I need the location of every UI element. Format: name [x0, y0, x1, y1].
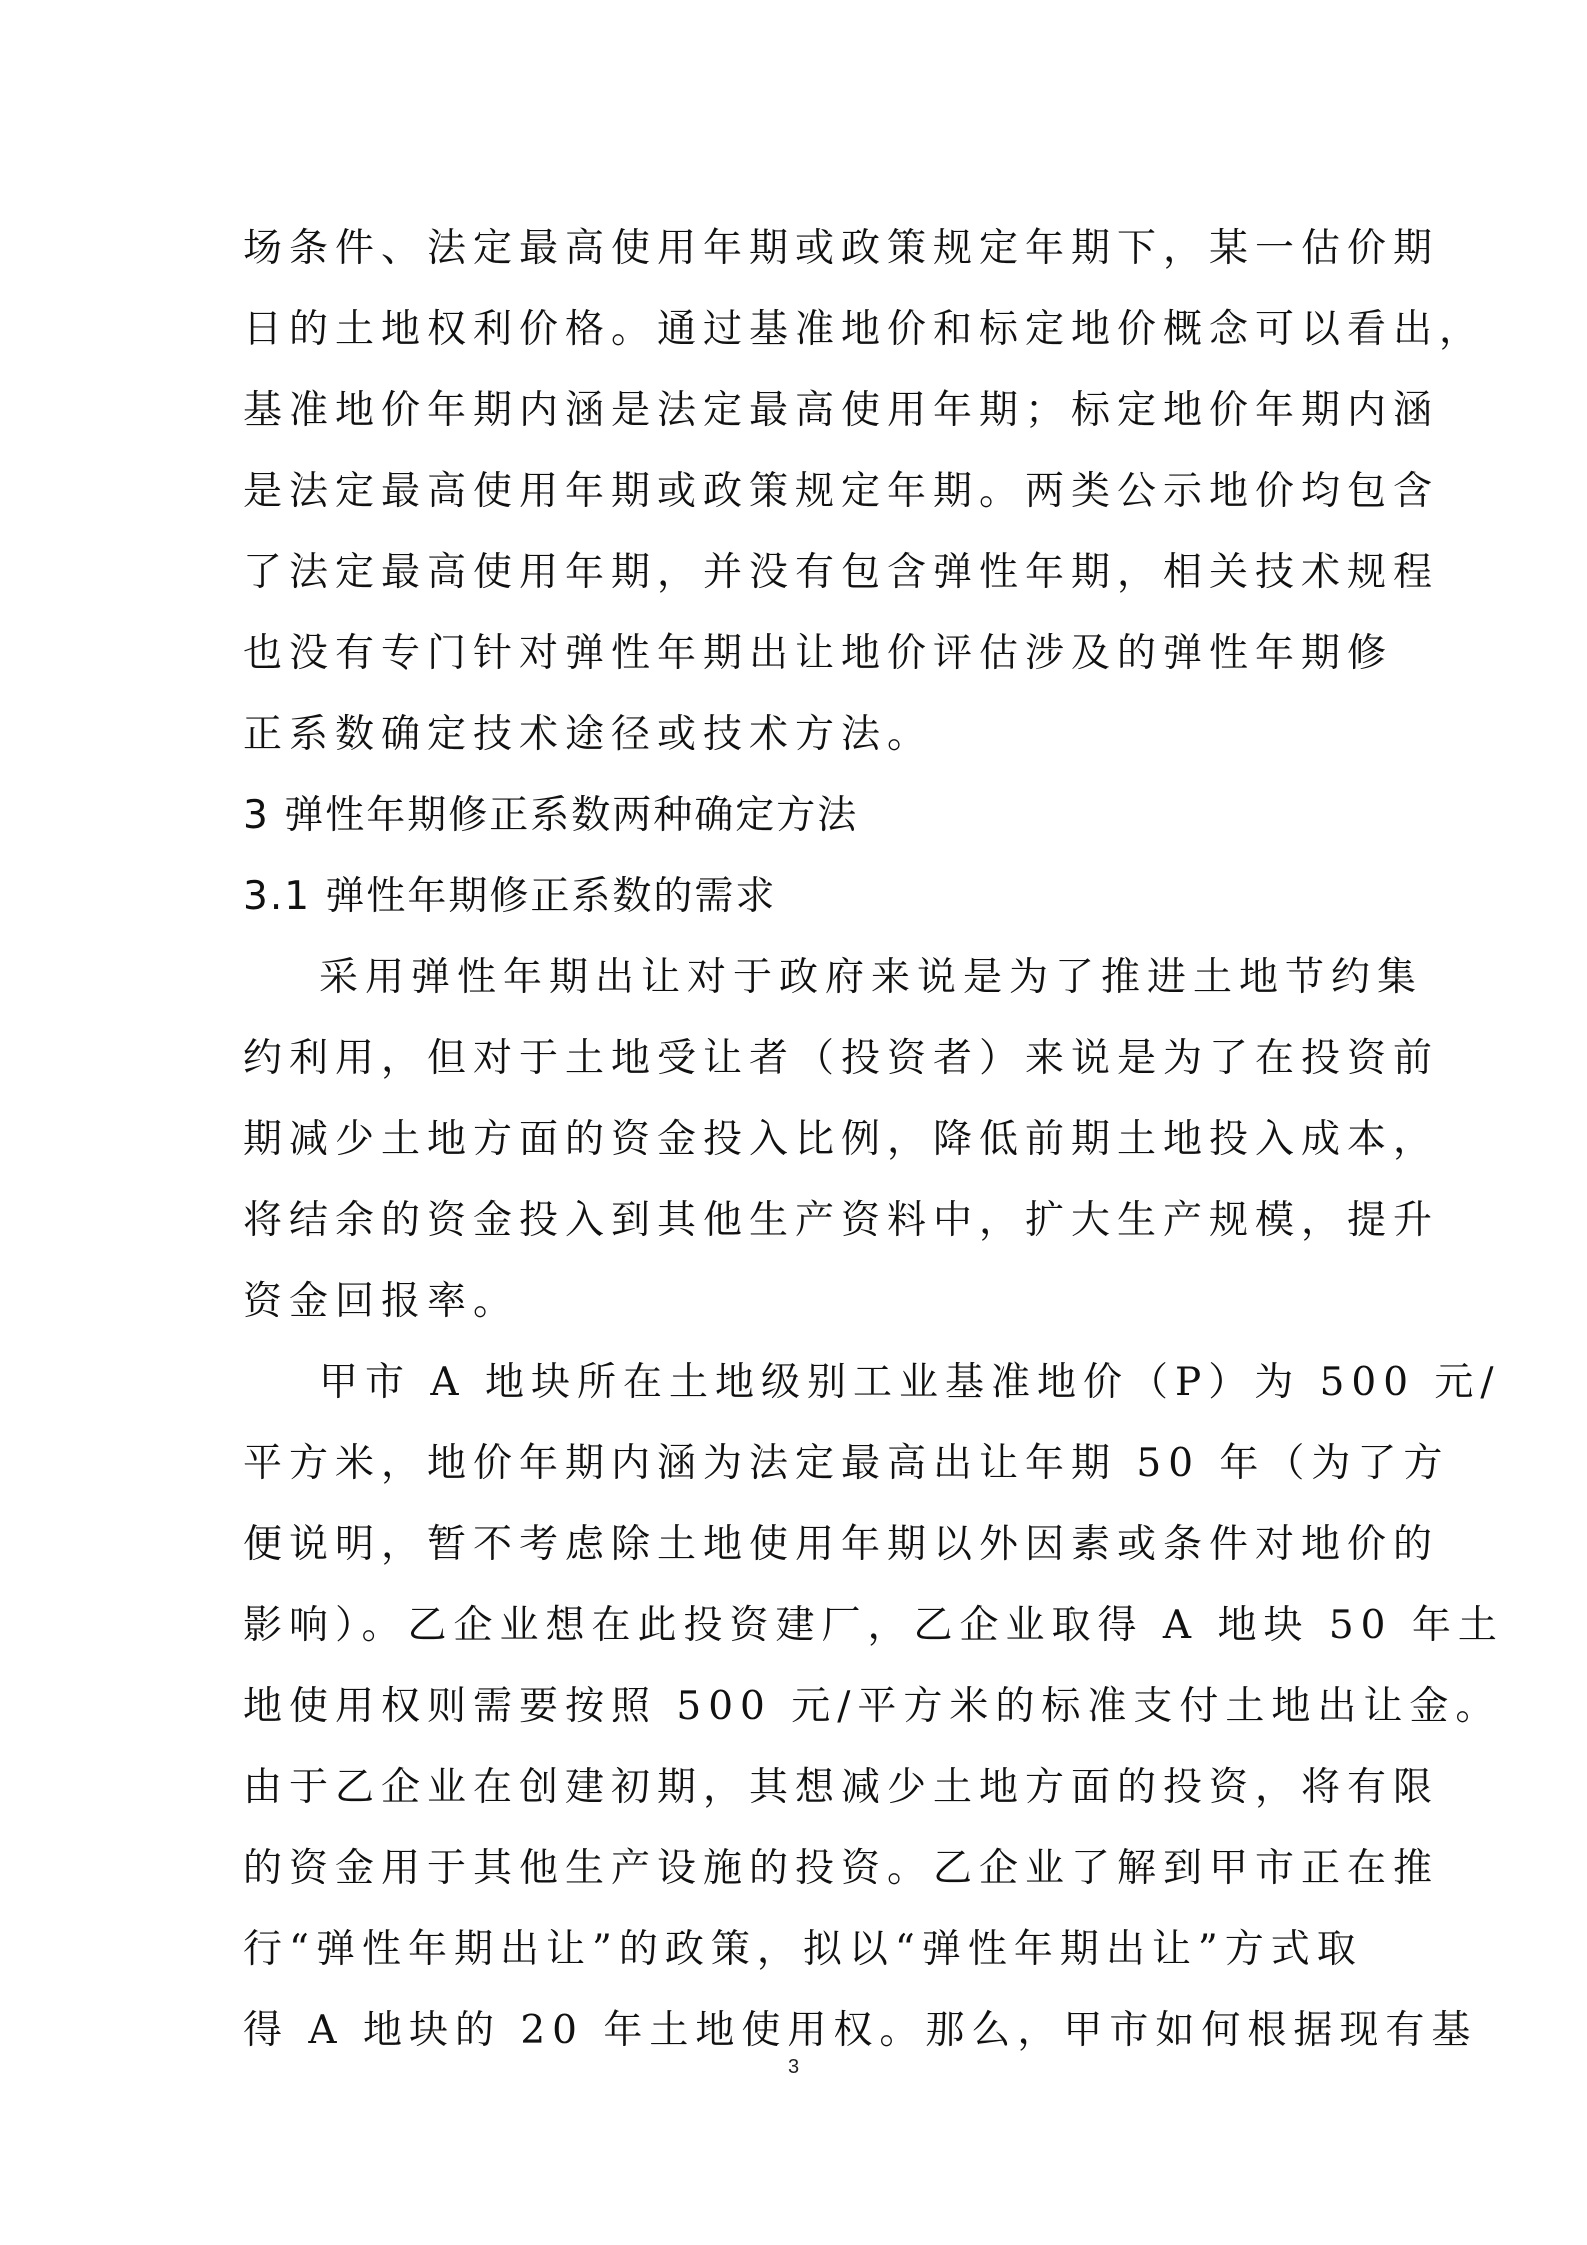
text-line: 期减少土地方面的资金投入比例，降低前期土地投入成本， — [243, 1117, 1440, 1162]
text-line: 平方米，地价年期内涵为法定最高出让年期 50 年（为了方 — [243, 1441, 1450, 1486]
paragraph-2 — [243, 937, 1440, 1342]
text-line: 地使用权则需要按照 500 元/平方米的标准支付土地出让金。 — [243, 1684, 1502, 1729]
subsection-heading: 3.1 弹性年期修正系数的需求 — [243, 874, 777, 919]
text-line: 日的土地权利价格。通过基准地价和标定地价概念可以看出， — [243, 307, 1486, 352]
text-line: 甲市 A 地块所在土地级别工业基准地价（P）为 500 元/ — [319, 1360, 1501, 1405]
text-line: 也没有专门针对弹性年期出让地价评估涉及的弹性年期修 — [243, 631, 1394, 676]
text-line: 得 A 地块的 20 年土地使用权。那么，甲市如何根据现有基 — [243, 2008, 1478, 2053]
text-line: 影响）。乙企业想在此投资建厂，乙企业取得 A 地块 50 年土 — [243, 1603, 1504, 1648]
text-line: 便说明，暂不考虑除土地使用年期以外因素或条件对地价的 — [243, 1522, 1440, 1567]
text-line: 了法定最高使用年期，并没有包含弹性年期，相关技术规程 — [243, 550, 1440, 595]
section-heading: 3 弹性年期修正系数两种确定方法 — [243, 793, 859, 838]
text-line: 将结余的资金投入到其他生产资料中，扩大生产规模，提升 — [243, 1198, 1440, 1243]
text-line: 资金回报率。 — [243, 1279, 520, 1324]
text-line: 约利用，但对于土地受让者（投资者）来说是为了在投资前 — [243, 1036, 1440, 1081]
text-line: 基准地价年期内涵是法定最高使用年期；标定地价年期内涵 — [243, 388, 1440, 433]
text-line: 行“弹性年期出让”的政策，拟以“弹性年期出让”方式取 — [243, 1927, 1363, 1972]
paragraph-3 — [243, 1342, 1504, 2071]
paragraph-continued — [243, 208, 1486, 775]
page-number: 3 — [787, 2056, 800, 2078]
text-line: 采用弹性年期出让对于政府来说是为了推进土地节约集 — [319, 955, 1424, 1000]
text-line: 的资金用于其他生产设施的投资。乙企业了解到甲市正在推 — [243, 1846, 1440, 1891]
text-line: 场条件、法定最高使用年期或政策规定年期下，某一估价期 — [243, 226, 1440, 271]
text-line: 由于乙企业在创建初期，其想减少土地方面的投资，将有限 — [243, 1765, 1440, 1810]
document-body — [243, 208, 1504, 2071]
text-line: 是法定最高使用年期或政策规定年期。两类公示地价均包含 — [243, 469, 1440, 514]
text-line: 正系数确定技术途径或技术方法。 — [243, 712, 934, 757]
